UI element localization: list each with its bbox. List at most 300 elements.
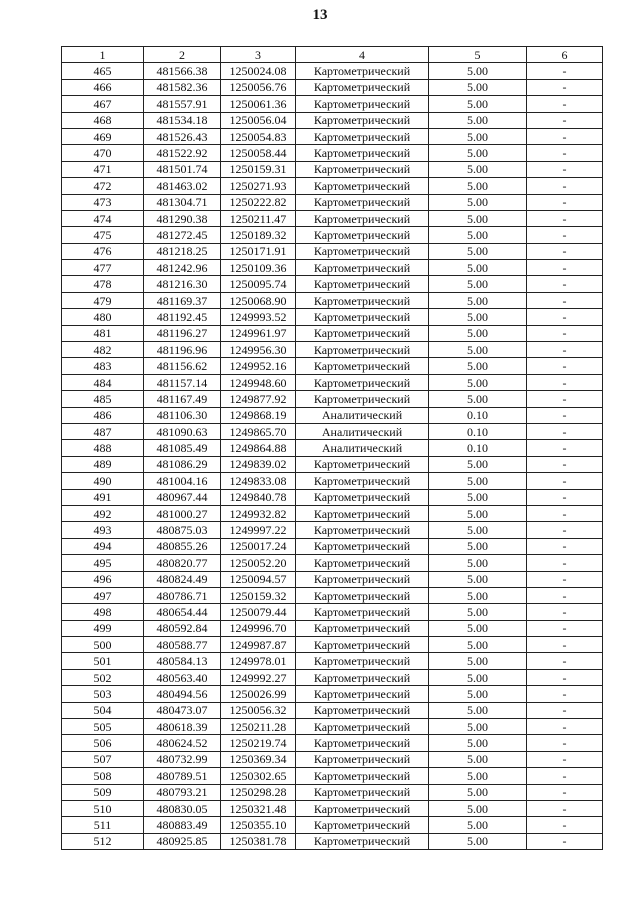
x-coordinate-cell: 481242.96 [144, 260, 221, 276]
x-coordinate-cell: 481196.27 [144, 325, 221, 341]
method-cell: Картометрический [296, 800, 429, 816]
method-cell: Аналитический [296, 423, 429, 439]
accuracy-cell: 5.00 [429, 79, 527, 95]
page-number: 13 [312, 7, 328, 23]
x-coordinate-cell: 481304.71 [144, 194, 221, 210]
note-cell: - [527, 391, 603, 407]
accuracy-cell: 5.00 [429, 768, 527, 784]
point-number-cell: 466 [62, 79, 144, 95]
accuracy-cell: 5.00 [429, 735, 527, 751]
x-coordinate-cell: 480584.13 [144, 653, 221, 669]
x-coordinate-cell: 481272.45 [144, 227, 221, 243]
y-coordinate-cell: 1249956.30 [221, 342, 296, 358]
x-coordinate-cell: 481463.02 [144, 178, 221, 194]
point-number-cell: 474 [62, 210, 144, 226]
method-cell: Картометрический [296, 719, 429, 735]
table-row [62, 79, 603, 95]
point-number-cell: 469 [62, 128, 144, 144]
y-coordinate-cell: 1250079.44 [221, 604, 296, 620]
table-row [62, 128, 603, 144]
y-coordinate-cell: 1249992.27 [221, 669, 296, 685]
method-cell: Картометрический [296, 735, 429, 751]
point-number-cell: 505 [62, 719, 144, 735]
accuracy-cell: 5.00 [429, 227, 527, 243]
accuracy-cell: 5.00 [429, 473, 527, 489]
point-number-cell: 490 [62, 473, 144, 489]
y-coordinate-cell: 1250222.82 [221, 194, 296, 210]
x-coordinate-cell: 481196.96 [144, 342, 221, 358]
x-coordinate-cell: 481501.74 [144, 161, 221, 177]
table-row [62, 735, 603, 751]
method-cell: Картометрический [296, 194, 429, 210]
point-number-cell: 477 [62, 260, 144, 276]
table-row [62, 522, 603, 538]
point-number-cell: 467 [62, 96, 144, 112]
note-cell: - [527, 194, 603, 210]
accuracy-cell: 5.00 [429, 669, 527, 685]
note-cell: - [527, 538, 603, 554]
method-cell: Картометрический [296, 96, 429, 112]
note-cell: - [527, 292, 603, 308]
x-coordinate-cell: 480883.49 [144, 817, 221, 833]
method-cell: Картометрический [296, 227, 429, 243]
accuracy-cell: 5.00 [429, 833, 527, 849]
table-row [62, 587, 603, 603]
y-coordinate-cell: 1249997.22 [221, 522, 296, 538]
note-cell: - [527, 637, 603, 653]
x-coordinate-cell: 481526.43 [144, 128, 221, 144]
table-row [62, 768, 603, 784]
x-coordinate-cell: 481216.30 [144, 276, 221, 292]
note-cell: - [527, 210, 603, 226]
point-number-cell: 497 [62, 587, 144, 603]
point-number-cell: 486 [62, 407, 144, 423]
note-cell: - [527, 489, 603, 505]
accuracy-cell: 0.10 [429, 407, 527, 423]
accuracy-cell: 5.00 [429, 325, 527, 341]
point-number-cell: 480 [62, 309, 144, 325]
note-cell: - [527, 374, 603, 390]
y-coordinate-cell: 1249948.60 [221, 374, 296, 390]
method-cell: Картометрический [296, 325, 429, 341]
method-cell: Картометрический [296, 538, 429, 554]
table-row [62, 145, 603, 161]
y-coordinate-cell: 1249993.52 [221, 309, 296, 325]
note-cell: - [527, 96, 603, 112]
note-cell: - [527, 702, 603, 718]
table-row [62, 325, 603, 341]
accuracy-cell: 5.00 [429, 63, 527, 79]
note-cell: - [527, 669, 603, 685]
y-coordinate-cell: 1250369.34 [221, 751, 296, 767]
accuracy-cell: 5.00 [429, 784, 527, 800]
point-number-cell: 499 [62, 620, 144, 636]
table-row [62, 620, 603, 636]
accuracy-cell: 5.00 [429, 194, 527, 210]
note-cell: - [527, 145, 603, 161]
point-number-cell: 498 [62, 604, 144, 620]
method-cell: Картометрический [296, 784, 429, 800]
point-number-cell: 489 [62, 456, 144, 472]
x-coordinate-cell: 481157.14 [144, 374, 221, 390]
note-cell: - [527, 79, 603, 95]
y-coordinate-cell: 1250061.36 [221, 96, 296, 112]
x-coordinate-cell: 481106.30 [144, 407, 221, 423]
table-row [62, 374, 603, 390]
method-cell: Картометрический [296, 817, 429, 833]
y-coordinate-cell: 1250302.65 [221, 768, 296, 784]
table-row [62, 473, 603, 489]
method-cell: Картометрический [296, 555, 429, 571]
note-cell: - [527, 571, 603, 587]
table-row [62, 784, 603, 800]
x-coordinate-cell: 481000.27 [144, 505, 221, 521]
note-cell: - [527, 522, 603, 538]
method-cell: Картометрический [296, 210, 429, 226]
x-coordinate-cell: 481522.92 [144, 145, 221, 161]
x-coordinate-cell: 480624.52 [144, 735, 221, 751]
y-coordinate-cell: 1249839.02 [221, 456, 296, 472]
method-cell: Картометрический [296, 473, 429, 489]
point-number-cell: 482 [62, 342, 144, 358]
point-number-cell: 502 [62, 669, 144, 685]
method-cell: Картометрический [296, 505, 429, 521]
method-cell: Картометрический [296, 161, 429, 177]
point-number-cell: 510 [62, 800, 144, 816]
x-coordinate-cell: 480820.77 [144, 555, 221, 571]
method-cell: Картометрический [296, 456, 429, 472]
point-number-cell: 496 [62, 571, 144, 587]
table-header [62, 47, 603, 63]
x-coordinate-cell: 480618.39 [144, 719, 221, 735]
table-row [62, 243, 603, 259]
column-header-1: 1 [62, 47, 144, 63]
note-cell: - [527, 243, 603, 259]
table-row [62, 833, 603, 849]
column-header-3: 3 [221, 47, 296, 63]
method-cell: Картометрический [296, 79, 429, 95]
x-coordinate-cell: 480830.05 [144, 800, 221, 816]
y-coordinate-cell: 1250211.47 [221, 210, 296, 226]
point-number-cell: 483 [62, 358, 144, 374]
note-cell: - [527, 358, 603, 374]
y-coordinate-cell: 1250298.28 [221, 784, 296, 800]
method-cell: Картометрический [296, 260, 429, 276]
point-number-cell: 504 [62, 702, 144, 718]
table-row [62, 817, 603, 833]
table-row [62, 112, 603, 128]
accuracy-cell: 5.00 [429, 571, 527, 587]
accuracy-cell: 5.00 [429, 505, 527, 521]
note-cell: - [527, 686, 603, 702]
table-row [62, 653, 603, 669]
x-coordinate-cell: 480824.49 [144, 571, 221, 587]
coordinates-table [61, 46, 603, 850]
note-cell: - [527, 719, 603, 735]
note-cell: - [527, 817, 603, 833]
note-cell: - [527, 604, 603, 620]
table-row [62, 63, 603, 79]
method-cell: Картометрический [296, 358, 429, 374]
accuracy-cell: 5.00 [429, 161, 527, 177]
column-header-5: 5 [429, 47, 527, 63]
accuracy-cell: 5.00 [429, 538, 527, 554]
table-row [62, 194, 603, 210]
accuracy-cell: 5.00 [429, 620, 527, 636]
table-row [62, 719, 603, 735]
x-coordinate-cell: 480592.84 [144, 620, 221, 636]
table-row [62, 637, 603, 653]
point-number-cell: 508 [62, 768, 144, 784]
x-coordinate-cell: 481004.16 [144, 473, 221, 489]
y-coordinate-cell: 1250159.31 [221, 161, 296, 177]
y-coordinate-cell: 1250054.83 [221, 128, 296, 144]
table-row [62, 702, 603, 718]
method-cell: Картометрический [296, 342, 429, 358]
method-cell: Картометрический [296, 489, 429, 505]
y-coordinate-cell: 1250211.28 [221, 719, 296, 735]
method-cell: Картометрический [296, 669, 429, 685]
y-coordinate-cell: 1249932.82 [221, 505, 296, 521]
accuracy-cell: 0.10 [429, 440, 527, 456]
y-coordinate-cell: 1249864.88 [221, 440, 296, 456]
table-row [62, 358, 603, 374]
y-coordinate-cell: 1250271.93 [221, 178, 296, 194]
x-coordinate-cell: 481086.29 [144, 456, 221, 472]
note-cell: - [527, 784, 603, 800]
table-row [62, 440, 603, 456]
note-cell: - [527, 653, 603, 669]
accuracy-cell: 5.00 [429, 96, 527, 112]
x-coordinate-cell: 480654.44 [144, 604, 221, 620]
method-cell: Картометрический [296, 128, 429, 144]
table-row [62, 292, 603, 308]
point-number-cell: 472 [62, 178, 144, 194]
x-coordinate-cell: 480786.71 [144, 587, 221, 603]
table-row [62, 489, 603, 505]
point-number-cell: 501 [62, 653, 144, 669]
method-cell: Картометрический [296, 276, 429, 292]
table-row [62, 407, 603, 423]
method-cell: Картометрический [296, 768, 429, 784]
column-header-4: 4 [296, 47, 429, 63]
note-cell: - [527, 456, 603, 472]
point-number-cell: 479 [62, 292, 144, 308]
accuracy-cell: 5.00 [429, 342, 527, 358]
y-coordinate-cell: 1250052.20 [221, 555, 296, 571]
accuracy-cell: 5.00 [429, 374, 527, 390]
point-number-cell: 476 [62, 243, 144, 259]
note-cell: - [527, 260, 603, 276]
accuracy-cell: 5.00 [429, 243, 527, 259]
x-coordinate-cell: 480793.21 [144, 784, 221, 800]
method-cell: Картометрический [296, 292, 429, 308]
y-coordinate-cell: 1250056.32 [221, 702, 296, 718]
note-cell: - [527, 587, 603, 603]
y-coordinate-cell: 1250189.32 [221, 227, 296, 243]
table-row [62, 751, 603, 767]
accuracy-cell: 5.00 [429, 276, 527, 292]
header-row [62, 47, 603, 63]
table-row [62, 686, 603, 702]
accuracy-cell: 5.00 [429, 522, 527, 538]
method-cell: Картометрический [296, 702, 429, 718]
y-coordinate-cell: 1249865.70 [221, 423, 296, 439]
x-coordinate-cell: 481090.63 [144, 423, 221, 439]
table-row [62, 96, 603, 112]
table-row [62, 505, 603, 521]
note-cell: - [527, 620, 603, 636]
point-number-cell: 507 [62, 751, 144, 767]
table-row [62, 669, 603, 685]
table-body [62, 63, 603, 850]
x-coordinate-cell: 480925.85 [144, 833, 221, 849]
method-cell: Картометрический [296, 63, 429, 79]
table-row [62, 309, 603, 325]
method-cell: Картометрический [296, 112, 429, 128]
x-coordinate-cell: 481085.49 [144, 440, 221, 456]
point-number-cell: 495 [62, 555, 144, 571]
y-coordinate-cell: 1250355.10 [221, 817, 296, 833]
y-coordinate-cell: 1249877.92 [221, 391, 296, 407]
point-number-cell: 481 [62, 325, 144, 341]
point-number-cell: 509 [62, 784, 144, 800]
y-coordinate-cell: 1250159.32 [221, 587, 296, 603]
note-cell: - [527, 161, 603, 177]
y-coordinate-cell: 1250068.90 [221, 292, 296, 308]
accuracy-cell: 5.00 [429, 800, 527, 816]
accuracy-cell: 5.00 [429, 637, 527, 653]
accuracy-cell: 0.10 [429, 423, 527, 439]
method-cell: Картометрический [296, 374, 429, 390]
x-coordinate-cell: 480967.44 [144, 489, 221, 505]
accuracy-cell: 5.00 [429, 112, 527, 128]
accuracy-cell: 5.00 [429, 358, 527, 374]
note-cell: - [527, 407, 603, 423]
note-cell: - [527, 309, 603, 325]
table-row [62, 571, 603, 587]
note-cell: - [527, 276, 603, 292]
note-cell: - [527, 735, 603, 751]
x-coordinate-cell: 481534.18 [144, 112, 221, 128]
accuracy-cell: 5.00 [429, 456, 527, 472]
x-coordinate-cell: 481169.37 [144, 292, 221, 308]
table-row [62, 276, 603, 292]
point-number-cell: 484 [62, 374, 144, 390]
method-cell: Картометрический [296, 833, 429, 849]
note-cell: - [527, 751, 603, 767]
table-row [62, 260, 603, 276]
x-coordinate-cell: 481566.38 [144, 63, 221, 79]
y-coordinate-cell: 1250381.78 [221, 833, 296, 849]
y-coordinate-cell: 1249840.78 [221, 489, 296, 505]
x-coordinate-cell: 480494.56 [144, 686, 221, 702]
y-coordinate-cell: 1250017.24 [221, 538, 296, 554]
table-row [62, 423, 603, 439]
x-coordinate-cell: 480563.40 [144, 669, 221, 685]
point-number-cell: 485 [62, 391, 144, 407]
y-coordinate-cell: 1250026.99 [221, 686, 296, 702]
note-cell: - [527, 505, 603, 521]
column-header-6: 6 [527, 47, 603, 63]
point-number-cell: 487 [62, 423, 144, 439]
point-number-cell: 494 [62, 538, 144, 554]
table-row [62, 456, 603, 472]
point-number-cell: 470 [62, 145, 144, 161]
y-coordinate-cell: 1250219.74 [221, 735, 296, 751]
method-cell: Картометрический [296, 178, 429, 194]
note-cell: - [527, 325, 603, 341]
method-cell: Картометрический [296, 391, 429, 407]
point-number-cell: 492 [62, 505, 144, 521]
y-coordinate-cell: 1250171.91 [221, 243, 296, 259]
accuracy-cell: 5.00 [429, 391, 527, 407]
accuracy-cell: 5.00 [429, 145, 527, 161]
y-coordinate-cell: 1250056.04 [221, 112, 296, 128]
x-coordinate-cell: 480588.77 [144, 637, 221, 653]
y-coordinate-cell: 1249978.01 [221, 653, 296, 669]
method-cell: Картометрический [296, 145, 429, 161]
accuracy-cell: 5.00 [429, 292, 527, 308]
y-coordinate-cell: 1249868.19 [221, 407, 296, 423]
point-number-cell: 468 [62, 112, 144, 128]
method-cell: Картометрический [296, 587, 429, 603]
table-row [62, 210, 603, 226]
accuracy-cell: 5.00 [429, 210, 527, 226]
x-coordinate-cell: 480473.07 [144, 702, 221, 718]
method-cell: Картометрический [296, 522, 429, 538]
accuracy-cell: 5.00 [429, 604, 527, 620]
note-cell: - [527, 440, 603, 456]
method-cell: Картометрический [296, 571, 429, 587]
point-number-cell: 465 [62, 63, 144, 79]
accuracy-cell: 5.00 [429, 128, 527, 144]
x-coordinate-cell: 481156.62 [144, 358, 221, 374]
x-coordinate-cell: 480855.26 [144, 538, 221, 554]
x-coordinate-cell: 481557.91 [144, 96, 221, 112]
note-cell: - [527, 423, 603, 439]
point-number-cell: 493 [62, 522, 144, 538]
y-coordinate-cell: 1249833.08 [221, 473, 296, 489]
note-cell: - [527, 227, 603, 243]
accuracy-cell: 5.00 [429, 653, 527, 669]
point-number-cell: 503 [62, 686, 144, 702]
table-row [62, 342, 603, 358]
column-header-2: 2 [144, 47, 221, 63]
accuracy-cell: 5.00 [429, 817, 527, 833]
point-number-cell: 511 [62, 817, 144, 833]
x-coordinate-cell: 481192.45 [144, 309, 221, 325]
method-cell: Картометрический [296, 309, 429, 325]
x-coordinate-cell: 480732.99 [144, 751, 221, 767]
point-number-cell: 506 [62, 735, 144, 751]
note-cell: - [527, 833, 603, 849]
accuracy-cell: 5.00 [429, 178, 527, 194]
y-coordinate-cell: 1250058.44 [221, 145, 296, 161]
note-cell: - [527, 555, 603, 571]
y-coordinate-cell: 1250056.76 [221, 79, 296, 95]
method-cell: Картометрический [296, 620, 429, 636]
accuracy-cell: 5.00 [429, 751, 527, 767]
table-row [62, 227, 603, 243]
accuracy-cell: 5.00 [429, 555, 527, 571]
y-coordinate-cell: 1249987.87 [221, 637, 296, 653]
accuracy-cell: 5.00 [429, 489, 527, 505]
accuracy-cell: 5.00 [429, 260, 527, 276]
y-coordinate-cell: 1250024.08 [221, 63, 296, 79]
point-number-cell: 491 [62, 489, 144, 505]
point-number-cell: 471 [62, 161, 144, 177]
